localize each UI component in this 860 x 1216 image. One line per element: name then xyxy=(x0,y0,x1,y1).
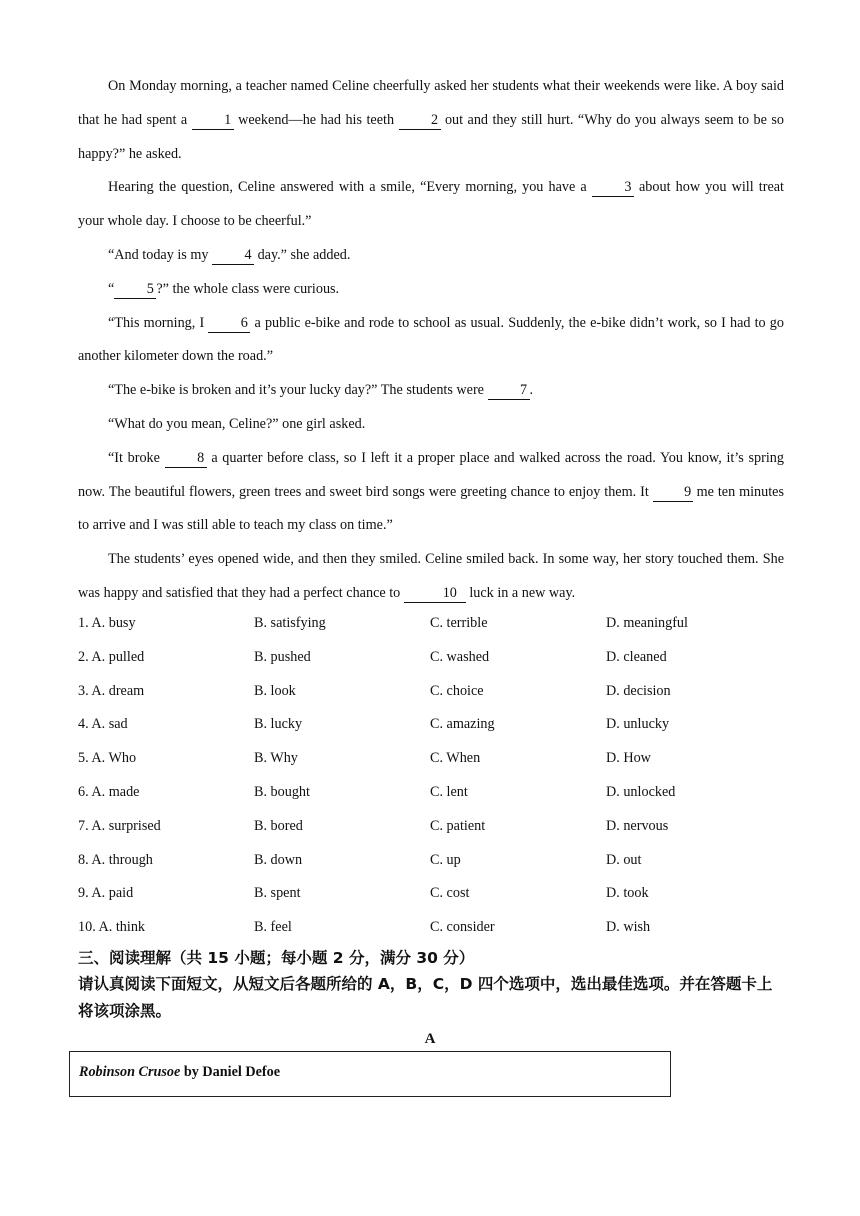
passage-paragraph-9: The students’ eyes opened wide, and then they smiled. Celine smiled back. In some way, her story touched them. She was happy and satisfied that they had a perfect chance to 10 luck in a new way. xyxy=(78,551,784,601)
options-row-3 xyxy=(78,675,784,709)
passage-paragraph-6: “The e-bike is broken and it’s your lucky day?” The students were 7 . xyxy=(108,382,534,399)
option-6-b: B. bought xyxy=(254,783,310,800)
cloze-passage xyxy=(78,70,784,611)
passage-paragraph-5: “This morning, I 6 a public e-bike and rode to school as usual. Suddenly, the e-bike didn’t work, so I had to go another kilometer down the road.” xyxy=(78,314,784,365)
section-instruction: 请认真阅读下面短文，从短文后各题所给的 A，B，C，D 四个选项中，选出最佳选项。并在答题卡上将该项涂黑。 xyxy=(78,975,773,1020)
options-row-5 xyxy=(78,742,784,776)
passage-paragraph-7: “What do you mean, Celine?” one girl asked. xyxy=(108,415,366,432)
option-7-b: B. bored xyxy=(254,817,303,834)
blank-1: 1 xyxy=(192,111,234,130)
blank-8: 8 xyxy=(165,449,207,468)
option-6-a: 6. A. made xyxy=(78,783,140,800)
option-5-c: C. When xyxy=(430,750,481,767)
option-2-d: D. cleaned xyxy=(606,648,667,665)
option-3-b: B. look xyxy=(254,682,296,699)
options-row-6 xyxy=(78,776,784,810)
option-5-d: D. How xyxy=(606,750,651,767)
part-label: A xyxy=(424,1031,436,1047)
blank-5: 5 xyxy=(114,280,156,299)
blank-9: 9 xyxy=(653,483,693,502)
option-2-a: 2. A. pulled xyxy=(78,648,145,665)
options-row-7 xyxy=(78,810,784,844)
option-7-a: 7. A. surprised xyxy=(78,817,161,834)
option-10-b: B. feel xyxy=(254,919,292,936)
option-8-b: B. down xyxy=(254,851,303,868)
option-4-a: 4. A. sad xyxy=(78,716,128,733)
passage-paragraph-2: Hearing the question, Celine answered with a smile, “Every morning, you have a 3 about how you will treat your whole day. I choose to be cheerful.” xyxy=(78,179,784,230)
options-row-10 xyxy=(78,911,784,945)
blank-2: 2 xyxy=(399,111,441,130)
option-3-d: D. decision xyxy=(606,682,671,699)
option-4-c: C. amazing xyxy=(430,716,495,733)
blank-10: 10 xyxy=(404,584,466,603)
book-title: Robinson Crusoe xyxy=(79,1064,181,1080)
option-9-d: D. took xyxy=(606,885,649,902)
answer-options xyxy=(78,607,784,945)
option-2-b: B. pushed xyxy=(254,648,311,665)
options-row-2 xyxy=(78,641,784,675)
option-1-c: C. terrible xyxy=(430,615,488,631)
option-4-d: D. unlucky xyxy=(606,716,670,733)
options-row-4 xyxy=(78,708,784,742)
option-9-a: 9. A. paid xyxy=(78,885,134,902)
option-1-a: 1. A. busy xyxy=(78,615,136,631)
passage-paragraph-1: On Monday morning, a teacher named Celine cheerfully asked her students what their weekends were like. A boy said that he had spent a 1 weekend—he had his teeth 2 out and they still hurt. “Why do you always seem to be so happy?” he asked. xyxy=(78,78,784,162)
option-1-b: B. satisfying xyxy=(254,615,326,631)
option-10-c: C. consider xyxy=(430,919,495,936)
option-8-a: 8. A. through xyxy=(78,851,153,868)
option-10-d: D. wish xyxy=(606,919,651,936)
section-heading: 三、阅读理解（共 15 小题；每小题 2 分，满分 30 分） xyxy=(78,949,475,967)
option-6-c: C. lent xyxy=(430,783,468,800)
option-9-b: B. spent xyxy=(254,885,301,902)
passage-paragraph-3: “And today is my 4 day.” she added. xyxy=(108,246,351,263)
option-6-d: D. unlocked xyxy=(606,783,676,800)
option-3-a: 3. A. dream xyxy=(78,682,145,699)
blank-7: 7 xyxy=(488,381,530,400)
option-5-a: 5. A. Who xyxy=(78,750,137,767)
passage-paragraph-4: “ 5 ?” the whole class were curious. xyxy=(108,280,340,297)
blank-6: 6 xyxy=(208,314,250,333)
passage-paragraph-8: “It broke 8 a quarter before class, so I left it a proper place and walked across the road. You know, it’s spring now. The beautiful flowers, green trees and sweet bird songs were greeting chance to enjoy them. It 9 me ten minutes to arrive and I was still able to teach my class on time.” xyxy=(78,449,784,534)
options-row-8 xyxy=(78,844,784,878)
option-2-c: C. washed xyxy=(430,648,490,665)
option-5-b: B. Why xyxy=(254,750,298,767)
option-3-c: C. choice xyxy=(430,682,484,699)
option-4-b: B. lucky xyxy=(254,716,303,733)
options-row-9 xyxy=(78,877,784,911)
options-row-1 xyxy=(78,607,784,641)
option-8-c: C. up xyxy=(430,851,461,868)
option-7-d: D. nervous xyxy=(606,817,669,834)
option-9-c: C. cost xyxy=(430,885,470,902)
option-7-c: C. patient xyxy=(430,817,486,834)
option-8-d: D. out xyxy=(606,851,642,868)
book-title-box xyxy=(69,1051,671,1097)
book-title-line xyxy=(79,1064,280,1081)
blank-3: 3 xyxy=(592,178,634,197)
blank-4: 4 xyxy=(212,246,254,265)
option-1-d: D. meaningful xyxy=(606,615,688,631)
option-10-a: 10. A. think xyxy=(78,919,146,936)
book-author: by Daniel Defoe xyxy=(180,1064,281,1080)
